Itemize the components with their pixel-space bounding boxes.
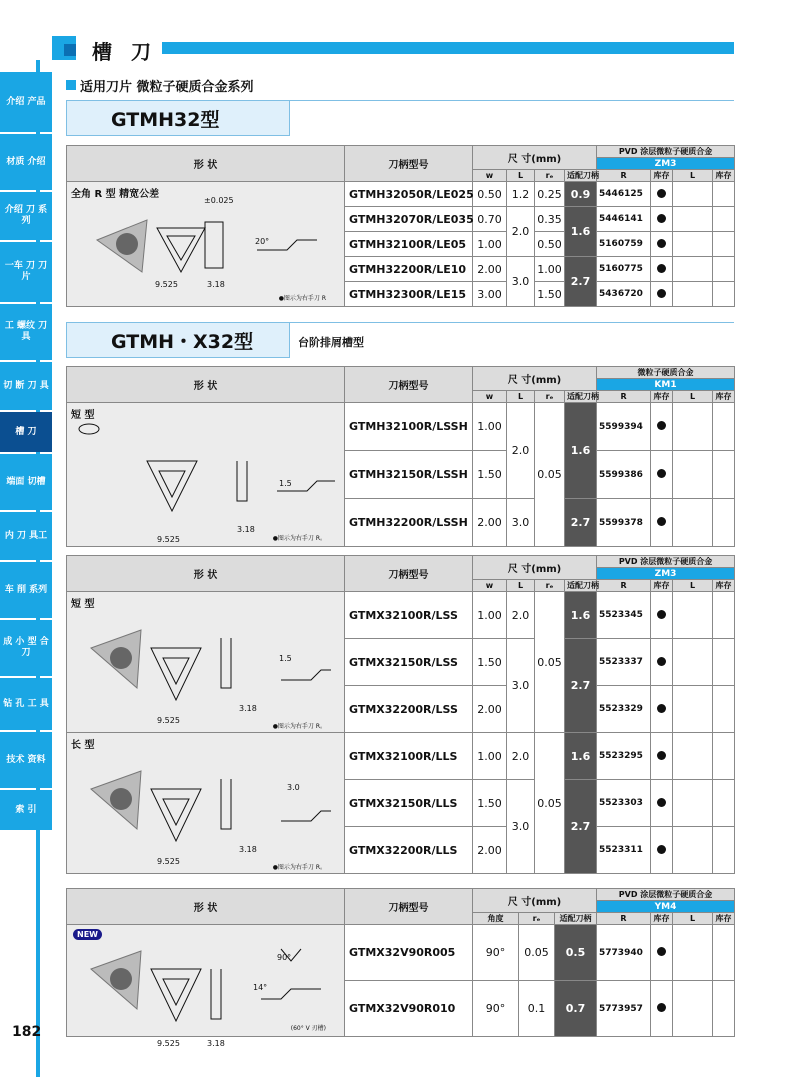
hdr-size: 尺 寸(mm) [473, 556, 597, 580]
code-cell: 5523345 [597, 592, 651, 639]
hdr-shape: 形 状 [67, 556, 345, 592]
stock-cell [651, 733, 673, 780]
stock-cell [651, 207, 673, 232]
code-cell: 5446125 [597, 182, 651, 207]
page-title: 槽 刀 [92, 40, 157, 64]
hdr-R: R [597, 391, 651, 403]
w-cell: 2.00 [473, 827, 507, 874]
r-cell: 1.50 [535, 282, 565, 307]
grade-label: ZM3 [597, 158, 735, 170]
shape-note: ●图示为右手刀 R。 [272, 864, 326, 871]
l-cell: 3.0 [507, 639, 535, 733]
r-cell: 0.50 [535, 232, 565, 257]
w-cell: 1.50 [473, 451, 507, 499]
code-cell: 5773957 [597, 981, 651, 1037]
tool-cell: 1.6 [565, 207, 597, 257]
hdr-stock: 库存 [651, 170, 673, 182]
grade-label: YM4 [597, 901, 735, 913]
coat-label: PVD 涂层微粒子硬质合金 [597, 556, 735, 568]
dim-90: 90° [277, 953, 292, 962]
sidebar-tab[interactable]: 端面 切槽 [0, 454, 52, 510]
dim-15: 1.5 [279, 479, 292, 488]
code-cell: 5599378 [597, 499, 651, 547]
hdr-r: rₑ [535, 170, 565, 182]
hdr-w: w [473, 391, 507, 403]
sidebar [0, 72, 52, 832]
shape-figure-v [67, 925, 345, 1048]
stock-cell [651, 232, 673, 257]
code-cell: 5523295 [597, 733, 651, 780]
model-cell: GTMH32300R/LE15 [345, 282, 473, 307]
l-cell: 3.0 [507, 780, 535, 874]
hdr-l: L [507, 170, 535, 182]
l-cell: 2.0 [507, 592, 535, 639]
hdr-R: R [597, 913, 651, 925]
code-cell: 5436720 [597, 282, 651, 307]
shape-label: 短 型 [71, 410, 95, 421]
dim-15: 1.5 [279, 654, 292, 663]
dim-318: 3.18 [239, 704, 257, 713]
table-gtmx32v [66, 888, 735, 1048]
code-cell: 5523311 [597, 827, 651, 874]
grade-label: ZM3 [597, 568, 735, 580]
dim-30: 3.0 [287, 783, 300, 792]
new-badge: NEW [73, 929, 102, 940]
model-cell: GTMX32150R/LSS [345, 639, 473, 686]
w-cell: 0.50 [473, 182, 507, 207]
header-bar [162, 42, 734, 54]
sidebar-tab[interactable]: 一车 刀 刀片 [0, 242, 52, 302]
hdr-angle: 角度 [473, 913, 519, 925]
sidebar-tab[interactable]: 介绍 刀 系列 [0, 192, 52, 240]
shape-note: ●图示为右手刀 R。 [272, 723, 326, 730]
angle-cell: 90° [473, 981, 519, 1037]
code-cell: 5160775 [597, 257, 651, 282]
hdr-size: 尺 寸(mm) [473, 146, 597, 170]
model-cell: GTMH32070R/LE035 [345, 207, 473, 232]
hdr-l: L [507, 580, 535, 592]
model-cell: GTMX32200R/LLS [345, 827, 473, 874]
stock-cell [651, 780, 673, 827]
hdr-l: L [507, 391, 535, 403]
r-cell: 0.35 [535, 207, 565, 232]
hdr-R: R [597, 170, 651, 182]
table-gtmx32 [66, 555, 735, 874]
code-cell: 5599394 [597, 403, 651, 451]
dim-9525: 9.525 [157, 716, 180, 725]
coat-label: 微粒子硬质合金 [597, 367, 735, 379]
coat-label: PVD 涂层微粒子硬质合金 [597, 146, 735, 158]
insert-drawing [81, 749, 331, 849]
tool-cell: 0.9 [565, 182, 597, 207]
shape-figure [67, 403, 345, 547]
hdr-stock2: 库存 [713, 580, 735, 592]
l-cell: 3.0 [507, 499, 535, 547]
hdr-R: R [597, 580, 651, 592]
model-cell: GTMX32200R/LSS [345, 686, 473, 733]
l-cell: 3.0 [507, 257, 535, 307]
hdr-shape: 形 状 [67, 367, 345, 403]
insert-drawing [77, 421, 335, 531]
tool-cell: 2.7 [565, 257, 597, 307]
header-square-inner [64, 44, 76, 56]
hdr-stock2: 库存 [713, 170, 735, 182]
tool-cell: 0.7 [555, 981, 597, 1037]
dim-318: 3.18 [237, 525, 255, 534]
stock-cell [651, 182, 673, 207]
hdr-tool: 适配刀柄 [555, 913, 597, 925]
w-cell: 2.00 [473, 686, 507, 733]
sidebar-tab[interactable]: 介绍 产品 [0, 72, 52, 132]
dim-318: 3.18 [239, 845, 257, 854]
banner-gtmh32: GTMH32型 [66, 100, 290, 136]
l-cell: 2.0 [507, 403, 535, 499]
l-cell: 2.0 [507, 207, 535, 257]
hdr-L2: L [673, 170, 713, 182]
shape-label: 短 型 [71, 599, 95, 610]
hdr-stock: 库存 [651, 913, 673, 925]
r-cell: 0.05 [535, 733, 565, 874]
hdr-tool: 适配刀柄 [565, 391, 597, 403]
stock-cell [651, 451, 673, 499]
tool-cell: 1.6 [565, 403, 597, 499]
shape-figure-short [67, 592, 345, 733]
insert-drawing [81, 608, 331, 708]
r-cell: 0.05 [535, 403, 565, 547]
w-cell: 1.00 [473, 232, 507, 257]
section-title: 适用刀片 微粒子硬质合金系列 [80, 80, 254, 95]
l-cell: 1.2 [507, 182, 535, 207]
hdr-model: 刀柄型号 [345, 889, 473, 925]
tool-cell: 2.7 [565, 639, 597, 733]
section-marker [66, 80, 76, 90]
hdr-L2: L [673, 913, 713, 925]
tolerance: ±0.025 [204, 196, 234, 205]
code-cell: 5446141 [597, 207, 651, 232]
dim-9525: 9.525 [157, 535, 180, 544]
grade-label: KM1 [597, 379, 735, 391]
page-number: 182 [12, 1024, 42, 1040]
shape-note: ●图示为右手刀 R [278, 295, 326, 302]
sidebar-tab[interactable]: 车 削 系列 [0, 562, 52, 618]
stock-cell [651, 499, 673, 547]
hdr-tool: 适配刀柄 [565, 580, 597, 592]
model-cell: GTMH32200R/LSSH [345, 499, 473, 547]
tool-cell: 2.7 [565, 499, 597, 547]
hdr-model: 刀柄型号 [345, 556, 473, 592]
hdr-stock2: 库存 [713, 391, 735, 403]
hdr-tool: 适配刀柄 [565, 170, 597, 182]
stock-cell [651, 257, 673, 282]
shape-note: (60° V 刃槽) [290, 1025, 326, 1032]
sidebar-tab[interactable]: 内 刀 具工 [0, 512, 52, 560]
model-cell: GTMX32V90R005 [345, 925, 473, 981]
hdr-size: 尺 寸(mm) [473, 889, 597, 913]
sidebar-tab[interactable]: 工 螺纹 刀 具 [0, 304, 52, 360]
hdr-r: rₑ [519, 913, 555, 925]
shape-figure [67, 182, 345, 307]
code-cell: 5599386 [597, 451, 651, 499]
w-cell: 1.00 [473, 733, 507, 780]
hdr-w: w [473, 580, 507, 592]
sidebar-tab[interactable]: 索 引 [0, 790, 52, 830]
hdr-shape: 形 状 [67, 146, 345, 182]
dim-318: 3.18 [207, 280, 225, 289]
stock-cell [651, 981, 673, 1037]
sidebar-tab[interactable]: 技术 资料 [0, 732, 52, 788]
w-cell: 1.50 [473, 780, 507, 827]
model-cell: GTMX32100R/LSS [345, 592, 473, 639]
w-cell: 0.70 [473, 207, 507, 232]
w-cell: 3.00 [473, 282, 507, 307]
model-cell: GTMH32100R/LE05 [345, 232, 473, 257]
sidebar-tab[interactable]: 成 小 型 合 刀 [0, 620, 52, 676]
tool-cell: 1.6 [565, 592, 597, 639]
r-cell: 0.05 [535, 592, 565, 733]
stock-cell [651, 686, 673, 733]
stock-cell [651, 639, 673, 686]
hdr-stock: 库存 [651, 580, 673, 592]
w-cell: 1.00 [473, 403, 507, 451]
model-cell: GTMH32050R/LE025 [345, 182, 473, 207]
stock-cell [651, 403, 673, 451]
sidebar-tab[interactable]: 钻 孔 工 具 [0, 678, 52, 730]
dim-14: 14° [253, 983, 268, 992]
tool-cell: 0.5 [555, 925, 597, 981]
w-cell: 1.00 [473, 592, 507, 639]
hdr-size: 尺 寸(mm) [473, 367, 597, 391]
dim-9525: 9.525 [157, 1039, 180, 1048]
hdr-model: 刀柄型号 [345, 367, 473, 403]
r-cell: 0.1 [519, 981, 555, 1037]
w-cell: 1.50 [473, 639, 507, 686]
r-cell: 1.00 [535, 257, 565, 282]
hdr-stock2: 库存 [713, 913, 735, 925]
table-gtmh32 [66, 145, 735, 307]
hdr-r: rₑ [535, 391, 565, 403]
code-cell: 5523337 [597, 639, 651, 686]
coat-label: PVD 涂层微粒子硬质合金 [597, 889, 735, 901]
sidebar-tab[interactable]: 槽 刀 [0, 412, 52, 452]
model-cell: GTMX32100R/LLS [345, 733, 473, 780]
stock-cell [651, 282, 673, 307]
hdr-stock: 库存 [651, 391, 673, 403]
model-cell: GTMH32200R/LE10 [345, 257, 473, 282]
insert-drawing [81, 939, 331, 1031]
w-cell: 2.00 [473, 499, 507, 547]
shape-label: 长 型 [71, 740, 95, 751]
model-cell: GTMH32150R/LSSH [345, 451, 473, 499]
code-cell: 5523303 [597, 780, 651, 827]
hdr-w: w [473, 170, 507, 182]
hdr-shape: 形 状 [67, 889, 345, 925]
model-cell: GTMX32150R/LLS [345, 780, 473, 827]
angle-cell: 90° [473, 925, 519, 981]
shape-note: ●图示为右手刀 R。 [272, 535, 326, 542]
hdr-model: 刀柄型号 [345, 146, 473, 182]
code-cell: 5523329 [597, 686, 651, 733]
stock-cell [651, 827, 673, 874]
banner-gtmhx32: GTMH・X32型 [66, 322, 290, 358]
hdr-L2: L [673, 580, 713, 592]
r-cell: 0.25 [535, 182, 565, 207]
shape-label: 全角 R 型 精宽公差 [71, 189, 160, 200]
stock-cell [651, 592, 673, 639]
dim-9525: 9.525 [157, 857, 180, 866]
dim-9525: 9.525 [155, 280, 178, 289]
dim-318: 3.18 [207, 1039, 225, 1048]
code-cell: 5160759 [597, 232, 651, 257]
sidebar-tab[interactable]: 切 断 刀 具 [0, 362, 52, 410]
sidebar-tab[interactable]: 材质 介绍 [0, 134, 52, 190]
hdr-L2: L [673, 391, 713, 403]
shape-figure-long [67, 733, 345, 874]
banner-subtitle: 台阶排屑槽型 [298, 336, 364, 349]
table-gtmhx32 [66, 366, 735, 547]
dim-angle: 20° [255, 237, 270, 246]
tool-cell: 1.6 [565, 733, 597, 780]
w-cell: 2.00 [473, 257, 507, 282]
l-cell: 2.0 [507, 733, 535, 780]
r-cell: 0.05 [519, 925, 555, 981]
model-cell: GTMX32V90R010 [345, 981, 473, 1037]
model-cell: GTMH32100R/LSSH [345, 403, 473, 451]
code-cell: 5773940 [597, 925, 651, 981]
stock-cell [651, 925, 673, 981]
hdr-r: rₑ [535, 580, 565, 592]
tool-cell: 2.7 [565, 780, 597, 874]
